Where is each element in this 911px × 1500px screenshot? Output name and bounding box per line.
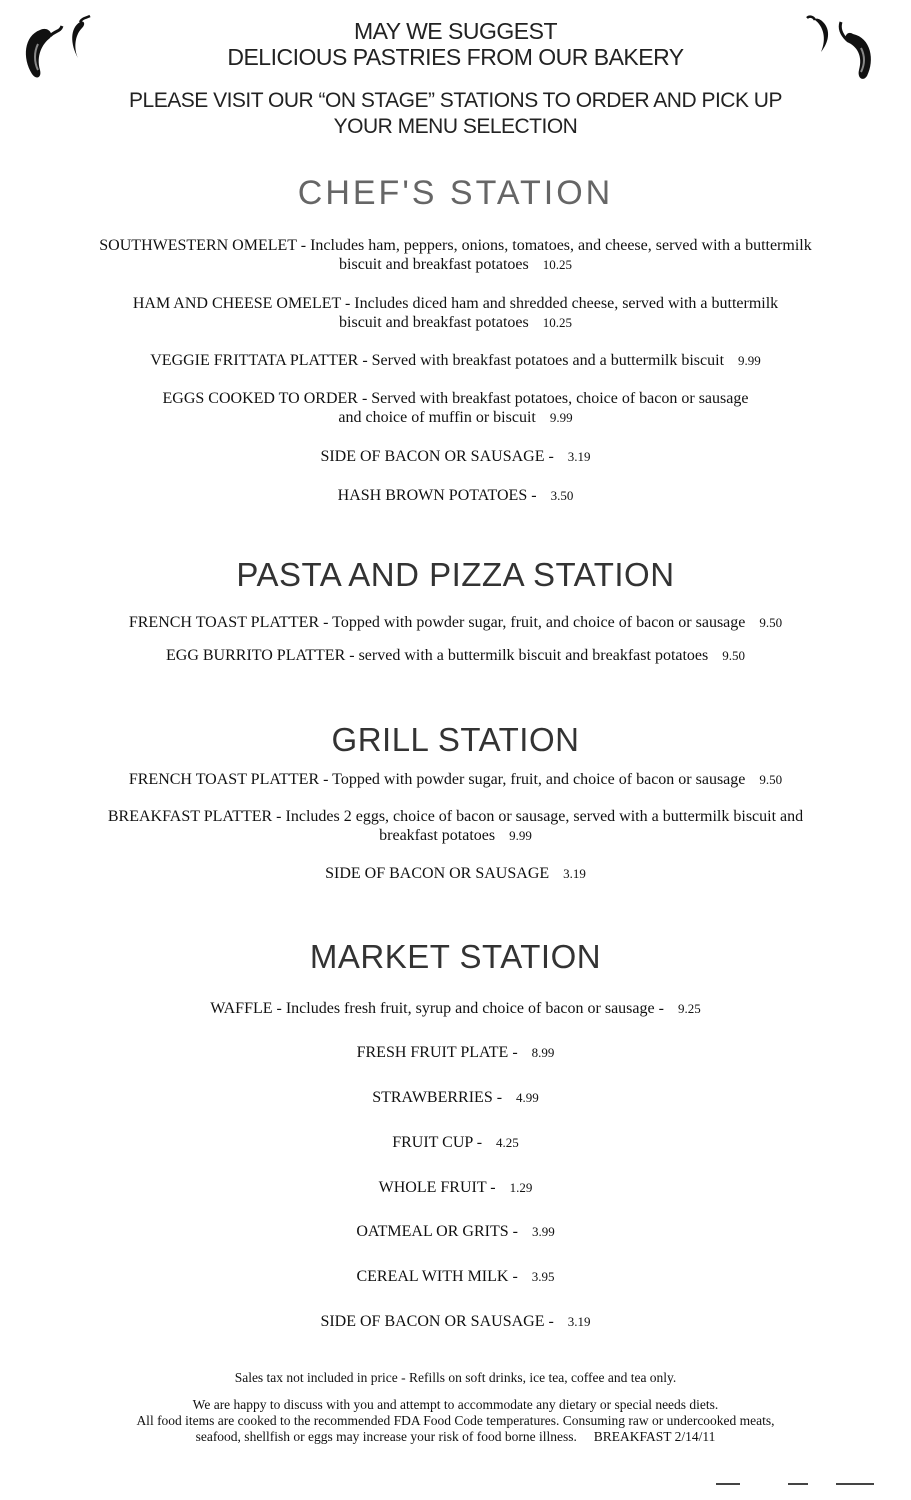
menu-header [0,18,911,140]
item-price: 3.19 [567,1314,591,1329]
scan-mark [836,1483,874,1485]
item-price: 1.29 [509,1180,533,1195]
grill-station-title: GRILL STATION [331,721,580,758]
menu-item [40,864,871,883]
menu-item [40,1133,871,1152]
menu-item [40,294,871,332]
footer-line: All food items are cooked to the recommended FDA Food Code temperatures. Consuming raw or undercooked meats, [136,1413,775,1428]
item-description: FRENCH TOAST PLATTER - Topped with powder sugar, fruit, and choice of bacon or sausage [128,614,746,631]
item-price: 9.99 [509,828,532,843]
menu-item [40,613,871,632]
menu-item [40,646,871,665]
item-price: 10.25 [542,257,572,272]
market-station-title: MARKET STATION [309,938,602,975]
item-description: STRAWBERRIES - [372,1089,503,1106]
item-price: 9.50 [759,772,783,787]
menu-item [40,1178,871,1197]
footer-tax-note [30,1370,881,1386]
footer-line: Sales tax not included in price - Refills on soft drinks, ice tea, coffee and tea only. [234,1370,677,1385]
header-line-2: DELICIOUS PASTRIES FROM OUR BAKERY [227,44,684,70]
item-price: 9.50 [722,648,746,663]
item-price: 9.99 [549,410,573,425]
item-price: 4.25 [496,1135,519,1150]
menu-item [40,1088,871,1107]
menu-item [40,1043,871,1062]
item-description: SIDE OF BACON OR SAUSAGE - [320,448,554,465]
menu-item [40,351,871,370]
item-description: FRESH FRUIT PLATE - [356,1044,518,1061]
item-price: 8.99 [531,1045,555,1060]
header-line-4: YOUR MENU SELECTION [333,115,578,138]
menu-item [40,486,871,505]
header-line-1: MAY WE SUGGEST [353,18,557,44]
item-description: and choice of muffin or biscuit [338,409,536,426]
item-price: 9.50 [759,615,783,630]
footer-line: We are happy to discuss with you and attempt to accommodate any dietary or special needs diets. [192,1397,719,1412]
item-description: VEGGIE FRITTATA PLATTER - Served with breakfast potatoes and a buttermilk biscuit [150,352,725,369]
item-description: EGG BURRITO PLATTER - served with a buttermilk biscuit and breakfast potatoes [165,647,709,664]
item-description: SIDE OF BACON OR SAUSAGE [325,865,550,882]
item-price: 3.99 [531,1224,555,1239]
menu-item [40,1222,871,1241]
item-description: FRENCH TOAST PLATTER - Topped with powder sugar, fruit, and choice of bacon or sausage [128,771,746,788]
menu-item [40,1312,871,1331]
menu-item [40,389,871,427]
header-line-3: PLEASE VISIT OUR “ON STAGE” STATIONS TO ORDER AND PICK UP [129,89,782,112]
item-description: WAFFLE - Includes fresh fruit, syrup and choice of bacon or sausage - [210,1000,664,1017]
item-description: FRUIT CUP - [392,1134,483,1151]
item-description: CEREAL WITH MILK - [356,1268,518,1285]
footer-line: seafood, shellfish or eggs may increase your risk of food borne illness. [195,1429,577,1444]
menu-item [40,236,871,274]
item-description: biscuit and breakfast potatoes [339,256,529,273]
item-description: OATMEAL OR GRITS - [356,1223,518,1240]
item-price: 3.19 [563,866,586,881]
item-price: 9.25 [677,1001,701,1016]
item-description: BREAKFAST PLATTER - Includes 2 eggs, choice of bacon or sausage, served with a buttermilk biscuit and [107,808,804,825]
item-price: 3.50 [550,488,574,503]
item-description: biscuit and breakfast potatoes [339,314,529,331]
item-price: 3.19 [567,449,591,464]
menu-item [40,807,871,845]
menu-item [40,770,871,789]
item-price: 3.95 [531,1269,555,1284]
item-price: 9.99 [738,353,761,368]
item-description: HAM AND CHEESE OMELET - Includes diced ham and shredded cheese, served with a buttermilk [132,295,779,312]
item-price: 10.25 [542,315,572,330]
scan-mark [716,1483,740,1485]
item-description: HASH BROWN POTATOES - [337,487,537,504]
item-description: SIDE OF BACON OR SAUSAGE - [320,1313,554,1330]
menu-item [40,447,871,466]
menu-item [40,999,871,1018]
footer-disclaimer [30,1397,881,1445]
item-description: EGGS COOKED TO ORDER - Served with breakfast potatoes, choice of bacon or sausage [162,390,749,407]
pasta-station-title: PASTA AND PIZZA STATION [236,556,675,593]
chefs-station-title: CHEF'S STATION [297,174,614,212]
scan-mark [788,1483,808,1485]
menu-code: BREAKFAST 2/14/11 [593,1429,716,1444]
item-description: SOUTHWESTERN OMELET - Includes ham, peppers, onions, tomatoes, and cheese, served with a buttermilk [99,237,812,254]
item-description: WHOLE FRUIT - [378,1179,496,1196]
item-price: 4.99 [516,1090,539,1105]
item-description: breakfast potatoes [379,827,496,844]
menu-item [40,1267,871,1286]
